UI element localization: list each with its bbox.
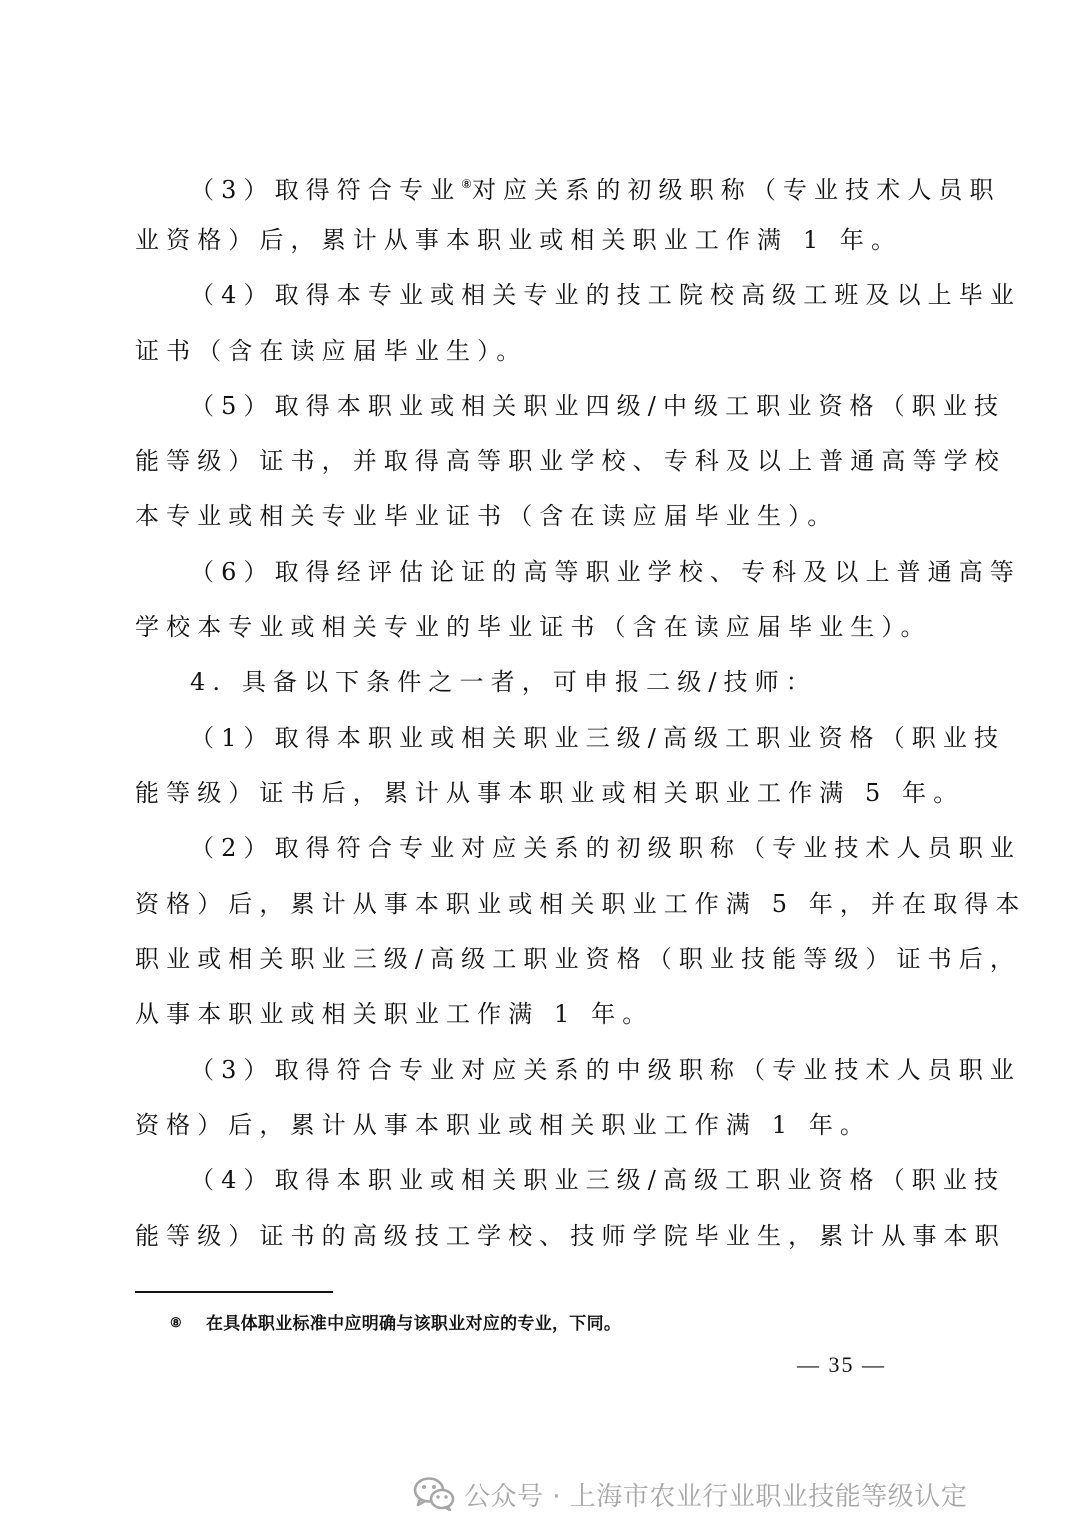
paragraph-line: （1）取得本职业或相关职业三级/高级工职业资格（职业技: [190, 724, 1006, 752]
footnote-reference: ⑧: [461, 177, 472, 191]
paragraph-line: 本专业或相关专业毕业证书（含在读应届毕业生）。: [135, 502, 839, 530]
footnote-separator: [135, 1291, 333, 1293]
footnote-mark: ⑧: [170, 1316, 182, 1331]
paragraph-line: 职业或相关职业三级/高级工职业资格（职业技能等级）证书后，: [135, 945, 1021, 973]
paragraph-line: 能等级）证书，并取得高等职业学校、专科及以上普通高等学校: [135, 447, 1006, 475]
paragraph-line: 资格）后，累计从事本职业或相关职业工作满 1 年。: [135, 1111, 872, 1139]
paragraph-line: （4）取得本职业或相关职业三级/高级工职业资格（职业技: [190, 1166, 1006, 1194]
paragraph-line: 证书（含在读应届毕业生）。: [135, 337, 528, 365]
paragraph-line: （3）取得符合专业对应关系的中级职称（专业技术人员职业: [190, 1056, 1021, 1084]
paragraph-line: 学校本专业或相关专业的毕业证书（含在读应届毕业生）。: [135, 613, 932, 641]
paragraph-line: （6）取得经评估论证的高等职业学校、专科及以上普通高等: [190, 558, 1021, 586]
paragraph-line: 资格）后，累计从事本职业或相关职业工作满 5 年，并在取得本: [135, 890, 1027, 918]
paragraph-line: 从事本职业或相关职业工作满 1 年。: [135, 1000, 654, 1028]
page-number: — 35 —: [797, 1352, 886, 1377]
paragraph-line: （2）取得符合专业对应关系的初级职称（专业技术人员职业: [190, 834, 1021, 862]
paragraph-line: 能等级）证书后，累计从事本职业或相关职业工作满 5 年。: [135, 779, 965, 807]
paragraph-line: （5）取得本职业或相关职业四级/中级工职业资格（职业技: [190, 392, 1006, 420]
footnote-text: 在具体职业标准中应明确与该职业对应的专业，下同。: [206, 1314, 622, 1334]
wechat-icon: [412, 1476, 456, 1512]
paragraph-line: 能等级）证书的高级技工学校、技师学院毕业生，累计从事本职: [135, 1222, 1006, 1250]
section-heading: 4. 具备以下条件之一者，可申报二级/技师：: [190, 668, 817, 696]
paragraph-line: 业资格）后，累计从事本职业或相关职业工作满 1 年。: [135, 226, 903, 254]
watermark-text: 公众号 · 上海市农业行业职业技能等级认定: [464, 1481, 968, 1512]
paragraph-line: （4）取得本专业或相关专业的技工院校高级工班及以上毕业: [190, 281, 1021, 309]
paragraph-line: （3）取得符合专业⑧对应关系的初级职称（专业技术人员职: [190, 176, 1001, 204]
watermark: [412, 1472, 967, 1516]
